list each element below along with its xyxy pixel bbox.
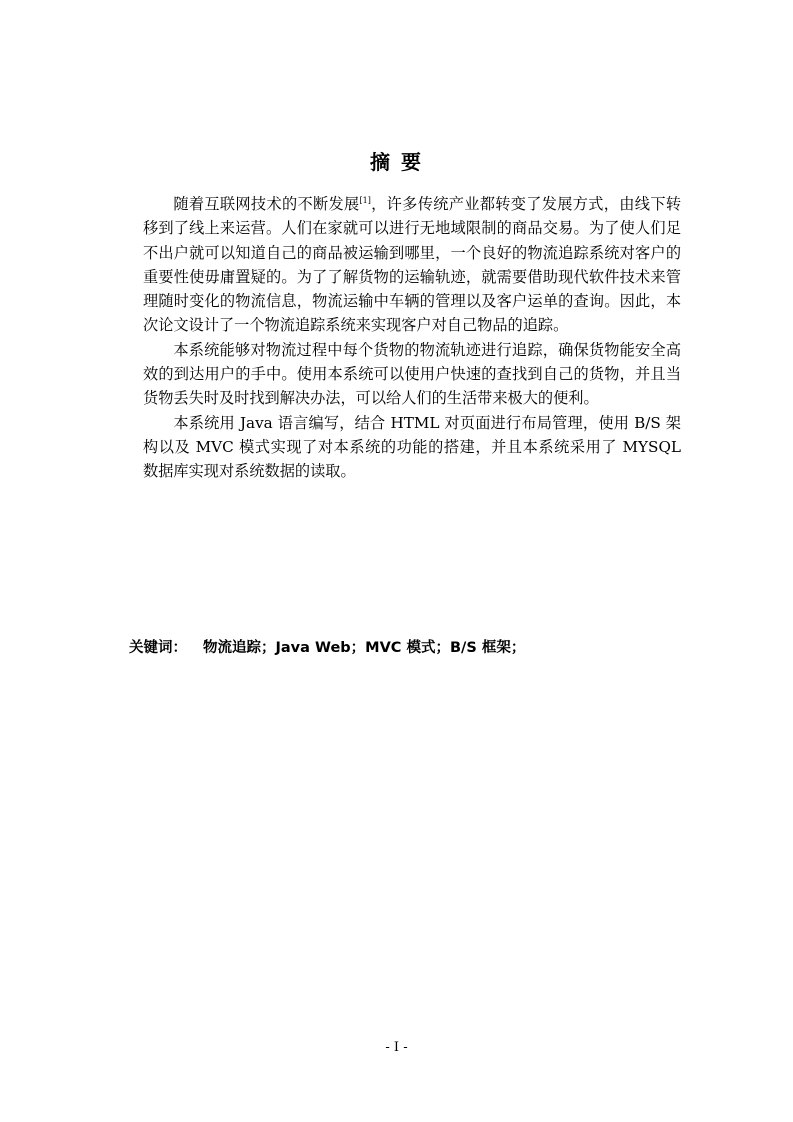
citation-marker: [1] <box>359 195 371 205</box>
abstract-paragraph-1 <box>143 192 681 338</box>
paragraph-text: 随着互联网技术的不断发展 <box>173 195 360 213</box>
keywords-line <box>129 636 689 657</box>
abstract-paragraph-2: 本系统能够对物流过程中每个货物的物流轨迹进行追踪，确保货物能安全高效的到达用户的手中。使用本系统可以使用户快速的查找到自己的货物，并且当货物丢失时及时找到解决办法，可以给人们的生活带来极大的便利。 <box>143 340 681 408</box>
page-number: - I - <box>385 1040 408 1055</box>
keywords-label: 关键词： <box>129 640 187 656</box>
keywords-value: 物流追踪；Java Web；MVC 模式；B/S 框架； <box>203 640 526 656</box>
abstract-paragraph-3: 本系统用 Java 语言编写，结合 HTML 对页面进行布局管理，使用 B/S 架构以及 MVC 模式实现了对本系统的功能的搭建，并且本系统采用了 MYSQL 数据库实现对系统数据的读取。 <box>143 413 681 481</box>
abstract-body <box>143 192 681 484</box>
abstract-title: 摘 要 <box>370 150 423 174</box>
paragraph-text: ，许多传统产业都转变了发展方式，由线下转移到了线上来运营。人们在家就可以进行无地域限制的商品交易。为了使人们足不出户就可以知道自己的商品被运输到哪里，一个良好的物流追踪系统对客户的重要性使毋庸置疑的。为了了解货物的运输轨迹，就需要借助现代软件技术来管理随时变化的物流信息，物流运输中车辆的管理以及客户运单的查询。因此，本次论文设计了一个物流追踪系统来实现客户对自己物品的追踪。 <box>143 195 682 335</box>
